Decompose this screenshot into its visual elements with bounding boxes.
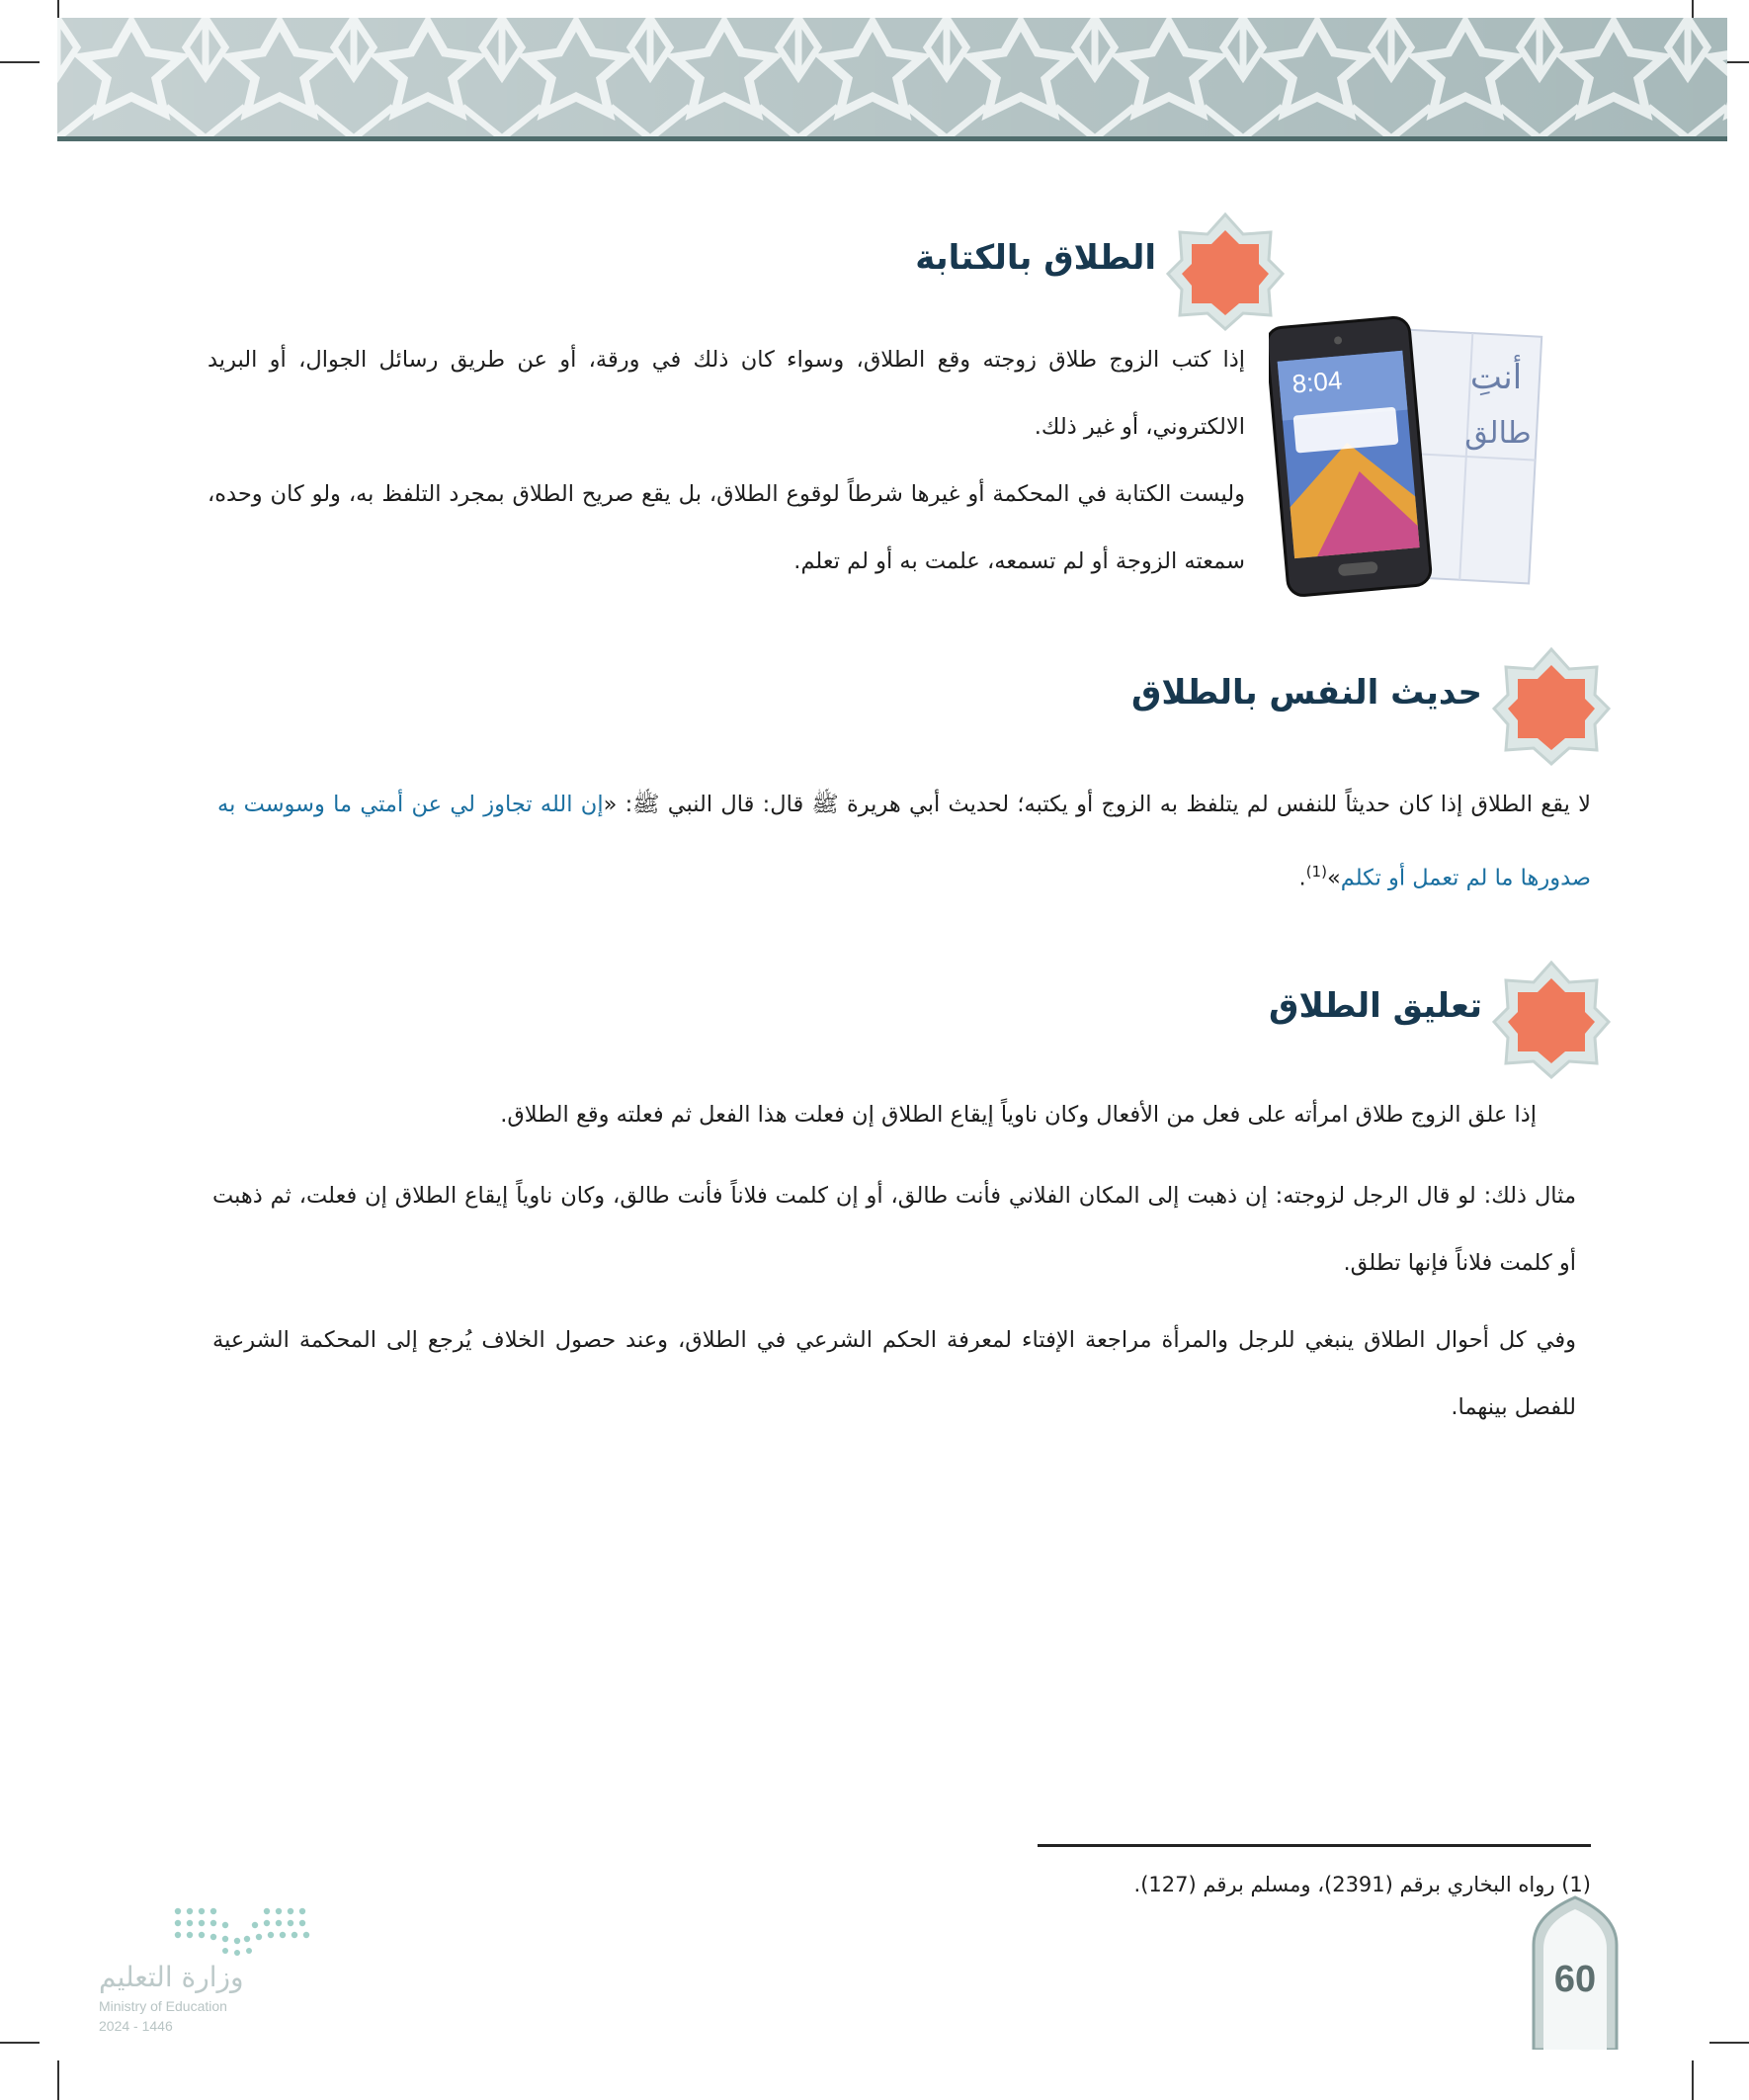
phone-divorce-message-illustration xyxy=(1269,304,1577,601)
paragraph: مثال ذلك: لو قال الرجل لزوجته: إن ذهبت إلى المكان الفلاني فأنت طالق، أو إن كلمت فلاناً فأنت طالق، وكان ناوياً إيقاع الطلاق إن فعلت، ثم ذهبت أو كلمت فلاناً فإنها تطلق. xyxy=(212,1183,1576,1276)
section-heading xyxy=(1235,961,1611,1069)
ministry-name-arabic: وزارة التعليم xyxy=(99,1961,244,1993)
section-title: تعليق الطلاق xyxy=(1269,986,1482,1026)
crop-mark xyxy=(1709,2042,1749,2044)
hadith-quote: إن الله تجاوز لي عن أمتي ما وسوست به صدورها ما لم تعمل أو تكلم xyxy=(217,792,1591,891)
header-pattern-band xyxy=(57,18,1727,138)
crop-mark xyxy=(0,2042,40,2044)
paper-text: طالق xyxy=(1464,416,1532,451)
ministry-logo xyxy=(99,1899,326,2038)
header-divider xyxy=(57,136,1727,141)
footnote: (1) رواه البخاري برقم (2391)، ومسلم برقم (127). xyxy=(1133,1873,1591,1896)
phone-clock: 8:04 xyxy=(1291,365,1344,399)
footnote-divider xyxy=(1038,1844,1591,1847)
paragraph: وليست الكتابة في المحكمة أو غيرها شرطاً لوقوع الطلاق، بل يقع صريح الطلاق بمجرد التلفظ به، ولو كان وحده، سمعته الزوجة أو لم تسمعه، علمت به أو لم تعلم. xyxy=(208,481,1245,574)
paper-text: أنتِ xyxy=(1469,358,1523,397)
section-title: الطلاق بالكتابة xyxy=(915,238,1156,278)
octagon-badge-icon xyxy=(1492,961,1611,1079)
octagon-badge-icon xyxy=(1492,647,1611,766)
footnote-marker: (1) xyxy=(1305,863,1327,881)
section-title: حديث النفس بالطلاق xyxy=(1130,673,1482,713)
edition-year: 2024 - 1446 xyxy=(99,2018,173,2034)
ministry-logo-dots-icon xyxy=(99,1899,326,1959)
ministry-name-english: Ministry of Education xyxy=(99,1998,227,2014)
crop-mark xyxy=(1692,2060,1694,2100)
paragraph-text: لا يقع الطلاق إذا كان حديثاً للنفس لم يتلفظ به الزوج أو يكتبه؛ لحديث أبي هريرة ﷺ قال: قال النبي ﷺ: « xyxy=(603,792,1591,817)
section-heading xyxy=(1130,647,1611,756)
crop-mark xyxy=(0,61,40,63)
paragraph: إذا علق الزوج طلاق امرأته على فعل من الأفعال وكان ناوياً إيقاع الطلاق إن فعلت هذا الفعل ثم فعلته وقع الطلاق. xyxy=(500,1102,1537,1128)
section-heading xyxy=(915,212,1285,321)
crop-mark xyxy=(57,2060,59,2100)
paragraph-text: » xyxy=(1326,865,1341,891)
paragraph: وفي كل أحوال الطلاق ينبغي للرجل والمرأة مراجعة الإفتاء لمعرفة الحكم الشرعي في الطلاق، وعند حصول الخلاف يُرجع إلى المحكمة الشرعية للفصل بينهما. xyxy=(212,1327,1576,1420)
octagon-badge-icon xyxy=(1166,212,1285,331)
geometric-pattern xyxy=(57,18,1727,138)
paragraph-text: . xyxy=(1298,865,1306,891)
page-number: 60 xyxy=(1553,1959,1597,2000)
paragraph xyxy=(217,771,1591,912)
paragraph: إذا كتب الزوج طلاق زوجته وقع الطلاق، وسواء كان ذلك في ورقة، أو عن طريق رسائل الجوال، أو البريد الالكتروني، أو غير ذلك. xyxy=(208,347,1245,440)
